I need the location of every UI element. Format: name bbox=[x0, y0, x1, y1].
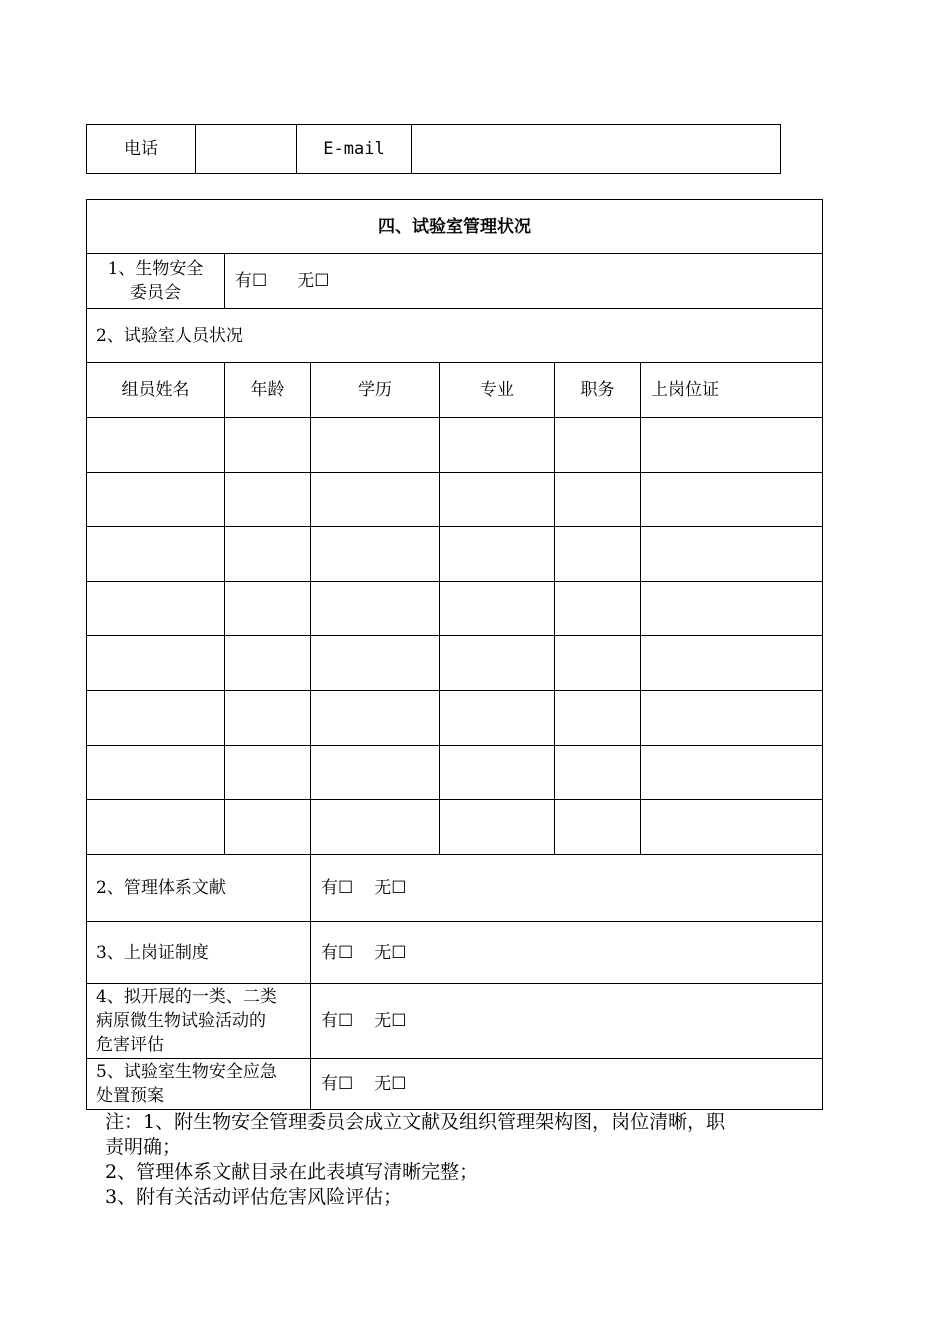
staff-row-4-age-cell[interactable] bbox=[225, 582, 310, 635]
item-emergency-label bbox=[96, 1060, 310, 1108]
committee-options bbox=[235, 254, 535, 308]
staff-row-7-position-cell[interactable] bbox=[555, 746, 640, 799]
column-header-certificate: 上岗位证 bbox=[651, 380, 719, 400]
item-risk-no-checkbox[interactable]: 无☐ bbox=[374, 1011, 407, 1031]
note-line-1b: 责明确； bbox=[105, 1136, 182, 1158]
staff-row-4-education-cell[interactable] bbox=[311, 582, 439, 635]
staff-row-3-major-cell[interactable] bbox=[440, 527, 554, 581]
staff-row-8-name-cell[interactable] bbox=[87, 800, 224, 854]
staff-row-2-age-cell[interactable] bbox=[225, 473, 310, 526]
item-risk-label bbox=[96, 985, 310, 1057]
item-cert-options bbox=[321, 922, 621, 983]
staff-row-7-education-cell[interactable] bbox=[311, 746, 439, 799]
staff-row-3-name-cell[interactable] bbox=[87, 527, 224, 581]
staff-row-3-certificate-cell[interactable] bbox=[641, 527, 822, 581]
staff-row-4-certificate-cell[interactable] bbox=[641, 582, 822, 635]
column-header-position: 职务 bbox=[580, 380, 615, 400]
staff-row-2-major-cell[interactable] bbox=[440, 473, 554, 526]
item-risk-label-line2: 病原微生物试验活动的 bbox=[96, 1011, 266, 1031]
column-header-education: 学历 bbox=[358, 380, 392, 400]
staff-row-1-name-cell[interactable] bbox=[87, 418, 224, 472]
staff-section-label: 2、试验室人员状况 bbox=[96, 325, 243, 346]
committee-label-line2: 委员会 bbox=[130, 283, 181, 303]
staff-row-5-name-cell[interactable] bbox=[87, 636, 224, 690]
item-docs-label: 2、管理体系文献 bbox=[96, 878, 226, 898]
staff-row-8-certificate-cell[interactable] bbox=[641, 800, 822, 854]
staff-row-4-position-cell[interactable] bbox=[555, 582, 640, 635]
item-risk-label-line1: 4、拟开展的一类、二类 bbox=[96, 987, 277, 1007]
email-label: E-mail bbox=[323, 139, 385, 159]
section-title: 四、试验室管理状况 bbox=[378, 216, 531, 237]
staff-row-7-certificate-cell[interactable] bbox=[641, 746, 822, 799]
committee-label bbox=[87, 254, 224, 308]
staff-row-3-age-cell[interactable] bbox=[225, 527, 310, 581]
item-cert-yes-checkbox[interactable]: 有☐ bbox=[321, 942, 354, 963]
staff-row-1-major-cell[interactable] bbox=[440, 418, 554, 472]
staff-row-1-certificate-cell[interactable] bbox=[641, 418, 822, 472]
staff-row-7-name-cell[interactable] bbox=[87, 746, 224, 799]
staff-row-6-education-cell[interactable] bbox=[311, 691, 439, 745]
staff-row-2-name-cell[interactable] bbox=[87, 473, 224, 526]
committee-no-checkbox[interactable]: 无☐ bbox=[297, 271, 330, 291]
staff-row-6-certificate-cell[interactable] bbox=[641, 691, 822, 745]
staff-row-6-position-cell[interactable] bbox=[555, 691, 640, 745]
staff-row-4-major-cell[interactable] bbox=[440, 582, 554, 635]
staff-row-8-position-cell[interactable] bbox=[555, 800, 640, 854]
staff-row-1-education-cell[interactable] bbox=[311, 418, 439, 472]
item-risk-options bbox=[321, 984, 621, 1058]
item-risk-label-line3: 危害评估 bbox=[96, 1035, 164, 1055]
staff-row-8-major-cell[interactable] bbox=[440, 800, 554, 854]
note-line-1: 注：1、附生物安全管理委员会成立文献及组织管理架构图，岗位清晰，职 bbox=[105, 1111, 726, 1133]
staff-row-7-age-cell[interactable] bbox=[225, 746, 310, 799]
item-cert-no-checkbox[interactable]: 无☐ bbox=[374, 942, 407, 963]
staff-row-5-age-cell[interactable] bbox=[225, 636, 310, 690]
staff-row-7-major-cell[interactable] bbox=[440, 746, 554, 799]
item-docs-no-checkbox[interactable]: 无☐ bbox=[374, 878, 407, 898]
item-risk-yes-checkbox[interactable]: 有☐ bbox=[321, 1011, 354, 1031]
staff-row-2-education-cell[interactable] bbox=[311, 473, 439, 526]
note-line-2: 2、管理体系文献目录在此表填写清晰完整； bbox=[105, 1161, 479, 1183]
committee-yes-checkbox[interactable]: 有☐ bbox=[235, 271, 268, 291]
staff-row-5-certificate-cell[interactable] bbox=[641, 636, 822, 690]
staff-row-6-name-cell[interactable] bbox=[87, 691, 224, 745]
committee-label-line1: 1、生物安全 bbox=[107, 259, 204, 279]
staff-row-3-education-cell[interactable] bbox=[311, 527, 439, 581]
item-emergency-options bbox=[321, 1059, 621, 1109]
phone-field[interactable] bbox=[196, 125, 296, 173]
staff-row-5-major-cell[interactable] bbox=[440, 636, 554, 690]
item-docs-yes-checkbox[interactable]: 有☐ bbox=[321, 878, 354, 898]
staff-row-6-age-cell[interactable] bbox=[225, 691, 310, 745]
staff-row-3-position-cell[interactable] bbox=[555, 527, 640, 581]
staff-row-4-name-cell[interactable] bbox=[87, 582, 224, 635]
staff-row-2-certificate-cell[interactable] bbox=[641, 473, 822, 526]
staff-row-8-education-cell[interactable] bbox=[311, 800, 439, 854]
item-emergency-no-checkbox[interactable]: 无☐ bbox=[374, 1074, 407, 1094]
item-emergency-yes-checkbox[interactable]: 有☐ bbox=[321, 1074, 354, 1094]
staff-row-8-age-cell[interactable] bbox=[225, 800, 310, 854]
item-emergency-label-line2: 处置预案 bbox=[96, 1086, 164, 1106]
item-cert-label: 3、上岗证制度 bbox=[96, 942, 209, 963]
column-header-major: 专业 bbox=[480, 380, 514, 400]
staff-row-5-position-cell[interactable] bbox=[555, 636, 640, 690]
item-emergency-label-line1: 5、试验室生物安全应急 bbox=[96, 1062, 277, 1082]
staff-row-1-position-cell[interactable] bbox=[555, 418, 640, 472]
note-line-3: 3、附有关活动评估危害风险评估； bbox=[105, 1186, 403, 1208]
staff-row-2-position-cell[interactable] bbox=[555, 473, 640, 526]
column-header-name: 组员姓名 bbox=[121, 380, 190, 400]
staff-row-5-education-cell[interactable] bbox=[311, 636, 439, 690]
item-docs-options bbox=[321, 855, 621, 921]
column-header-age: 年龄 bbox=[250, 380, 285, 400]
phone-label: 电话 bbox=[124, 139, 158, 159]
staff-row-1-age-cell[interactable] bbox=[225, 418, 310, 472]
email-field[interactable] bbox=[412, 125, 780, 173]
staff-row-6-major-cell[interactable] bbox=[440, 691, 554, 745]
